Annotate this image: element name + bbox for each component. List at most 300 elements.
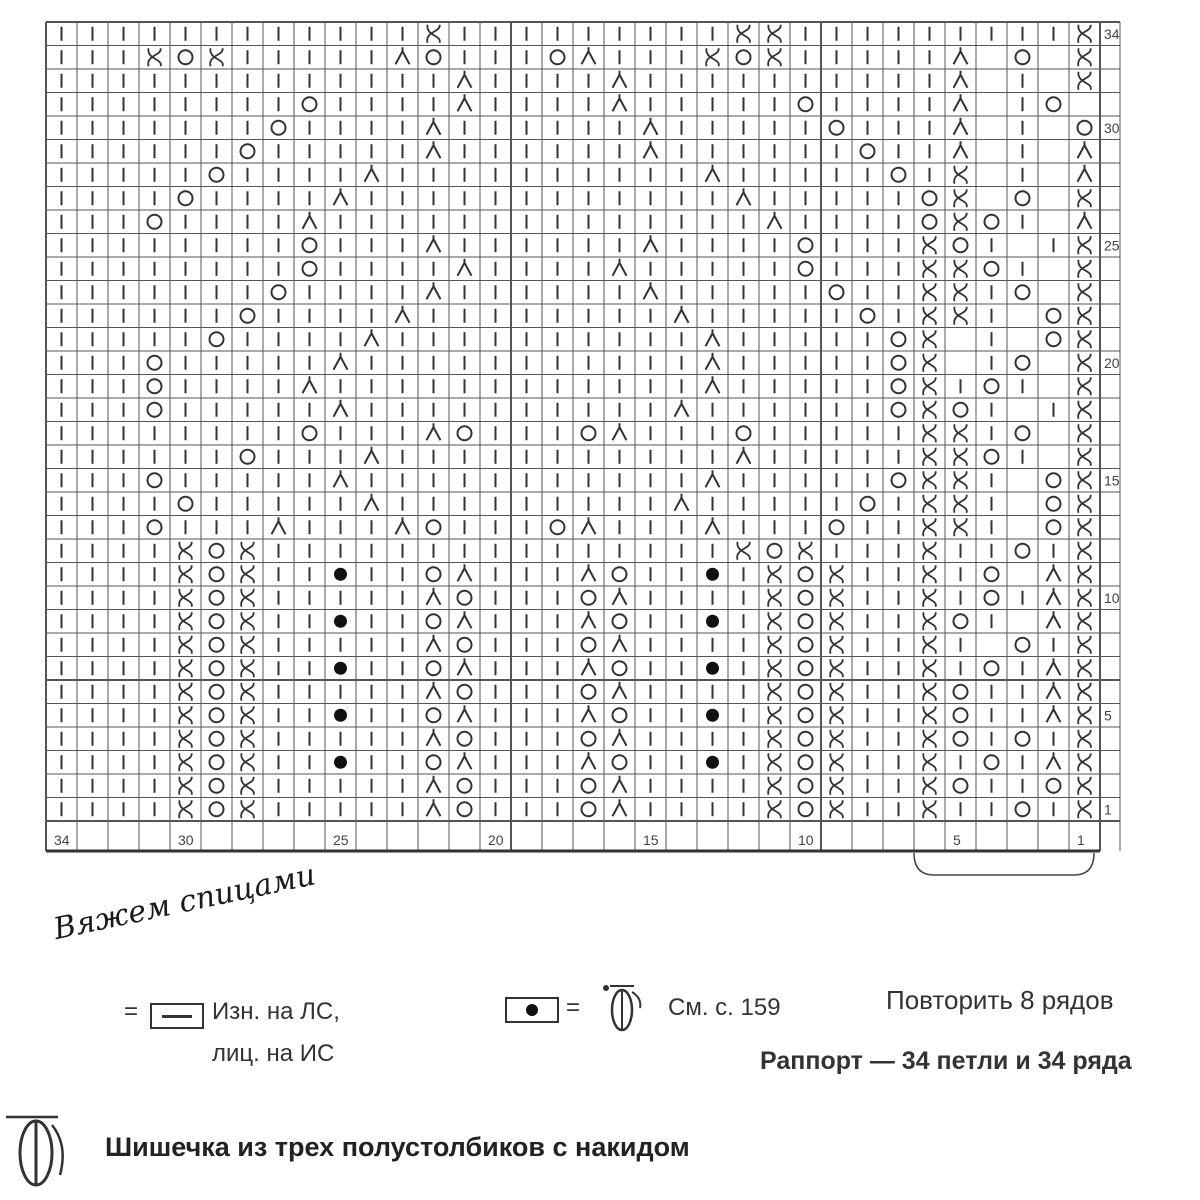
twisted-stitch-mark: [923, 424, 936, 442]
twisted-stitch-mark: [179, 730, 192, 748]
yarn-over-mark: [892, 473, 906, 487]
yarn-over-mark: [427, 755, 441, 769]
yarn-over-mark: [799, 638, 813, 652]
decrease-mark: [1078, 212, 1092, 229]
decrease-mark: [582, 517, 596, 534]
decrease-mark: [737, 447, 751, 464]
twisted-stitch-mark: [923, 659, 936, 677]
legend-equals-2: =: [566, 994, 581, 1021]
yarn-over-mark: [241, 450, 255, 464]
decrease-mark: [582, 752, 596, 769]
twisted-stitch-mark: [706, 48, 719, 66]
twisted-stitch-mark: [241, 706, 254, 724]
twisted-stitch-mark: [799, 542, 812, 560]
bobble-mark: [334, 662, 347, 675]
yarn-over-mark: [427, 661, 441, 675]
twisted-stitch-mark: [923, 330, 936, 348]
column-number-label: 25: [333, 832, 349, 848]
yarn-over-mark: [210, 168, 224, 182]
bobble-heading: Шишечка из трех полустолбиков с накидом: [105, 1132, 690, 1162]
twisted-stitch-mark: [768, 800, 781, 818]
twisted-stitch-mark: [179, 636, 192, 654]
rapport-note: Раппорт — 34 петли и 34 ряда: [760, 1047, 1132, 1075]
decrease-mark: [334, 470, 348, 487]
yarn-over-mark: [1078, 121, 1092, 135]
yarn-over-mark: [1047, 497, 1061, 511]
decrease-mark: [427, 118, 441, 135]
purl-label-line2: лиц. на ИС: [212, 1040, 335, 1067]
yarn-over-mark: [272, 285, 286, 299]
yarn-over-mark: [148, 215, 162, 229]
twisted-stitch-mark: [954, 307, 967, 325]
decrease-mark: [427, 682, 441, 699]
decrease-mark: [427, 235, 441, 252]
yarn-over-mark: [210, 591, 224, 605]
decrease-mark: [1047, 588, 1061, 605]
twisted-stitch-mark: [768, 730, 781, 748]
decrease-mark: [706, 470, 720, 487]
decrease-mark: [613, 423, 627, 440]
yarn-over-mark: [1016, 802, 1030, 816]
row-number-label: 34: [1104, 25, 1120, 42]
twisted-stitch-mark: [1078, 659, 1091, 677]
decrease-mark: [458, 94, 472, 111]
yarn-over-mark: [303, 426, 317, 440]
yarn-over-mark: [210, 685, 224, 699]
bobble-reference: См. с. 159: [668, 994, 781, 1021]
twisted-stitch-mark: [1078, 377, 1091, 395]
legend-equals-1: =: [124, 998, 139, 1025]
row-number-label: 5: [1104, 707, 1112, 724]
yarn-over-mark: [1016, 638, 1030, 652]
bobble-large-icon: [0, 1105, 80, 1200]
yarn-over-mark: [210, 661, 224, 675]
decrease-mark: [582, 705, 596, 722]
yarn-over-mark: [799, 755, 813, 769]
yarn-over-mark: [799, 685, 813, 699]
twisted-stitch-mark: [1078, 354, 1091, 372]
twisted-stitch-mark: [1078, 471, 1091, 489]
twisted-stitch-mark: [1078, 753, 1091, 771]
twisted-stitch-mark: [179, 706, 192, 724]
yarn-over-mark: [582, 591, 596, 605]
decrease-mark: [396, 47, 410, 64]
twisted-stitch-mark: [1078, 636, 1091, 654]
yarn-over-mark: [613, 661, 627, 675]
decrease-mark: [1047, 564, 1061, 581]
decrease-mark: [458, 658, 472, 675]
twisted-stitch-mark: [1078, 542, 1091, 560]
decrease-mark: [458, 752, 472, 769]
twisted-stitch-mark: [768, 777, 781, 795]
yarn-over-mark: [613, 755, 627, 769]
decrease-mark: [613, 682, 627, 699]
yarn-over-mark: [985, 591, 999, 605]
column-number-label: 34: [54, 832, 70, 848]
yarn-over-mark: [582, 426, 596, 440]
yarn-over-mark: [148, 520, 162, 534]
twisted-stitch-mark: [923, 283, 936, 301]
decrease-mark: [365, 447, 379, 464]
decrease-mark: [613, 799, 627, 816]
twisted-stitch-mark: [1078, 72, 1091, 90]
twisted-stitch-mark: [923, 636, 936, 654]
column-number-label: 15: [643, 832, 659, 848]
yarn-over-mark: [954, 732, 968, 746]
twisted-stitch-mark: [768, 636, 781, 654]
twisted-stitch-mark: [830, 636, 843, 654]
yarn-over-mark: [1047, 520, 1061, 534]
yarn-over-mark: [985, 755, 999, 769]
decrease-mark: [334, 400, 348, 417]
decrease-mark: [582, 658, 596, 675]
decrease-mark: [613, 259, 627, 276]
yarn-over-mark: [210, 779, 224, 793]
yarn-over-mark: [613, 708, 627, 722]
yarn-over-mark: [1016, 426, 1030, 440]
yarn-over-mark: [737, 50, 751, 64]
twisted-stitch-mark: [954, 424, 967, 442]
row-number-label: 25: [1104, 237, 1120, 254]
twisted-stitch-mark: [768, 589, 781, 607]
row-number-label: 20: [1104, 354, 1120, 371]
yarn-over-mark: [210, 332, 224, 346]
decrease-mark: [582, 611, 596, 628]
yarn-over-mark: [303, 238, 317, 252]
bobble-symbol-box: [505, 997, 559, 1023]
decrease-mark: [427, 588, 441, 605]
twisted-stitch-mark: [1078, 25, 1091, 43]
twisted-stitch-mark: [179, 777, 192, 795]
yarn-over-mark: [613, 614, 627, 628]
bobble-mark: [334, 568, 347, 581]
twisted-stitch-mark: [954, 495, 967, 513]
decrease-mark: [1047, 611, 1061, 628]
decrease-mark: [954, 141, 968, 158]
decrease-mark: [706, 376, 720, 393]
yarn-over-mark: [799, 708, 813, 722]
twisted-stitch-mark: [427, 25, 440, 43]
twisted-stitch-mark: [830, 753, 843, 771]
yarn-over-mark: [210, 638, 224, 652]
decrease-mark: [613, 94, 627, 111]
decrease-mark: [458, 564, 472, 581]
yarn-over-mark: [148, 473, 162, 487]
twisted-stitch-mark: [923, 753, 936, 771]
yarn-over-mark: [582, 685, 596, 699]
decrease-mark: [365, 329, 379, 346]
decrease-mark: [613, 729, 627, 746]
yarn-over-mark: [303, 262, 317, 276]
yarn-over-mark: [799, 262, 813, 276]
yarn-over-mark: [861, 497, 875, 511]
twisted-stitch-mark: [923, 401, 936, 419]
yarn-over-mark: [954, 614, 968, 628]
twisted-stitch-mark: [768, 683, 781, 701]
decrease-mark: [458, 705, 472, 722]
yarn-over-mark: [861, 309, 875, 323]
yarn-over-mark: [148, 356, 162, 370]
twisted-stitch-mark: [768, 25, 781, 43]
decrease-mark: [613, 71, 627, 88]
yarn-over-mark: [148, 379, 162, 393]
yarn-over-mark: [1016, 544, 1030, 558]
twisted-stitch-mark: [830, 683, 843, 701]
yarn-over-mark: [1016, 191, 1030, 205]
yarn-over-mark: [1047, 309, 1061, 323]
decrease-mark: [644, 282, 658, 299]
twisted-stitch-mark: [1078, 424, 1091, 442]
yarn-over-mark: [954, 238, 968, 252]
yarn-over-mark: [458, 426, 472, 440]
twisted-stitch-mark: [923, 730, 936, 748]
decrease-mark: [427, 799, 441, 816]
twisted-stitch-mark: [241, 800, 254, 818]
column-number-label: 5: [953, 832, 961, 848]
repeat-note: Повторить 8 рядов: [886, 985, 1114, 1015]
twisted-stitch-mark: [768, 706, 781, 724]
twisted-stitch-mark: [830, 730, 843, 748]
yarn-over-mark: [1047, 779, 1061, 793]
twisted-stitch-mark: [1078, 612, 1091, 630]
yarn-over-mark: [985, 215, 999, 229]
twisted-stitch-mark: [768, 659, 781, 677]
twisted-stitch-mark: [241, 659, 254, 677]
twisted-stitch-mark: [923, 518, 936, 536]
yarn-over-mark: [737, 426, 751, 440]
yarn-over-mark: [1016, 285, 1030, 299]
twisted-stitch-mark: [923, 260, 936, 278]
decrease-mark: [954, 118, 968, 135]
yarn-over-mark: [1047, 473, 1061, 487]
decrease-mark: [613, 588, 627, 605]
twisted-stitch-mark: [179, 800, 192, 818]
twisted-stitch-mark: [830, 589, 843, 607]
twisted-stitch-mark: [954, 283, 967, 301]
twisted-stitch-mark: [830, 612, 843, 630]
twisted-stitch-mark: [923, 377, 936, 395]
decrease-mark: [427, 282, 441, 299]
yarn-over-mark: [210, 755, 224, 769]
twisted-stitch-mark: [768, 565, 781, 583]
decrease-mark: [458, 259, 472, 276]
decrease-mark: [737, 188, 751, 205]
decrease-mark: [1047, 752, 1061, 769]
yarn-over-mark: [1016, 356, 1030, 370]
yarn-over-mark: [799, 732, 813, 746]
twisted-stitch-mark: [179, 589, 192, 607]
row-number-label: 15: [1104, 472, 1120, 489]
yarn-over-mark: [303, 97, 317, 111]
twisted-stitch-mark: [1078, 48, 1091, 66]
twisted-stitch-mark: [241, 753, 254, 771]
yarn-over-mark: [954, 403, 968, 417]
row-number-label: 1: [1104, 801, 1112, 818]
yarn-over-mark: [210, 802, 224, 816]
decrease-mark: [582, 47, 596, 64]
decrease-mark: [458, 71, 472, 88]
yarn-over-mark: [427, 614, 441, 628]
twisted-stitch-mark: [1078, 307, 1091, 325]
decrease-mark: [365, 494, 379, 511]
twisted-stitch-mark: [241, 565, 254, 583]
yarn-over-mark: [799, 238, 813, 252]
yarn-over-mark: [892, 332, 906, 346]
yarn-over-mark: [830, 285, 844, 299]
decrease-mark: [644, 118, 658, 135]
yarn-over-mark: [768, 544, 782, 558]
repeat-bracket: [914, 853, 1094, 875]
decrease-mark: [1078, 165, 1092, 182]
twisted-stitch-mark: [923, 471, 936, 489]
yarn-over-mark: [241, 144, 255, 158]
decrease-mark: [954, 94, 968, 111]
twisted-stitch-mark: [179, 753, 192, 771]
yarn-over-mark: [458, 591, 472, 605]
bobble-mark: [334, 709, 347, 722]
decrease-mark: [272, 517, 286, 534]
decrease-mark: [675, 306, 689, 323]
yarn-over-mark: [985, 661, 999, 675]
yarn-over-mark: [830, 121, 844, 135]
twisted-stitch-mark: [923, 683, 936, 701]
bobble-mark: [334, 756, 347, 769]
yarn-over-mark: [799, 567, 813, 581]
twisted-stitch-mark: [768, 753, 781, 771]
twisted-stitch-mark: [1078, 401, 1091, 419]
column-number-label: 30: [178, 832, 194, 848]
yarn-over-mark: [892, 379, 906, 393]
twisted-stitch-mark: [923, 589, 936, 607]
twisted-stitch-mark: [954, 471, 967, 489]
yarn-over-mark: [210, 567, 224, 581]
bobble-mark: [334, 615, 347, 628]
decrease-mark: [613, 776, 627, 793]
bobble-dot-icon: [526, 1004, 538, 1016]
twisted-stitch-mark: [830, 800, 843, 818]
twisted-stitch-mark: [923, 495, 936, 513]
yarn-over-mark: [613, 567, 627, 581]
yarn-over-mark: [985, 379, 999, 393]
decrease-mark: [644, 235, 658, 252]
twisted-stitch-mark: [830, 565, 843, 583]
yarn-over-mark: [582, 638, 596, 652]
decrease-mark: [427, 776, 441, 793]
yarn-over-mark: [985, 450, 999, 464]
twisted-stitch-mark: [241, 683, 254, 701]
row-number-label: 10: [1104, 589, 1120, 606]
yarn-over-mark: [458, 685, 472, 699]
decrease-mark: [1078, 141, 1092, 158]
twisted-stitch-mark: [1078, 589, 1091, 607]
twisted-stitch-mark: [179, 659, 192, 677]
yarn-over-mark: [799, 661, 813, 675]
yarn-over-mark: [1016, 732, 1030, 746]
yarn-over-mark: [179, 191, 193, 205]
watermark-text: Вяжем спицами: [50, 857, 319, 948]
yarn-over-mark: [210, 708, 224, 722]
decrease-mark: [427, 729, 441, 746]
yarn-over-mark: [210, 732, 224, 746]
twisted-stitch-mark: [768, 612, 781, 630]
decrease-mark: [954, 71, 968, 88]
yarn-over-mark: [458, 779, 472, 793]
yarn-over-mark: [179, 50, 193, 64]
bobble-mark: [706, 709, 719, 722]
decrease-mark: [706, 517, 720, 534]
column-number-label: 20: [488, 832, 504, 848]
twisted-stitch-mark: [1078, 330, 1091, 348]
twisted-stitch-mark: [923, 565, 936, 583]
decrease-mark: [458, 611, 472, 628]
decrease-mark: [706, 165, 720, 182]
yarn-over-mark: [427, 50, 441, 64]
yarn-over-mark: [892, 403, 906, 417]
yarn-over-mark: [272, 121, 286, 135]
twisted-stitch-mark: [923, 612, 936, 630]
yarn-over-mark: [179, 497, 193, 511]
yarn-over-mark: [551, 520, 565, 534]
twisted-stitch-mark: [1078, 683, 1091, 701]
yarn-over-mark: [954, 779, 968, 793]
decrease-mark: [1047, 682, 1061, 699]
decrease-mark: [303, 376, 317, 393]
twisted-stitch-mark: [1078, 706, 1091, 724]
twisted-stitch-mark: [923, 354, 936, 372]
yarn-over-mark: [923, 215, 937, 229]
yarn-over-mark: [985, 567, 999, 581]
yarn-over-mark: [799, 614, 813, 628]
decrease-mark: [954, 47, 968, 64]
decrease-mark: [675, 400, 689, 417]
decrease-mark: [706, 353, 720, 370]
decrease-mark: [1047, 658, 1061, 675]
twisted-stitch-mark: [954, 166, 967, 184]
decrease-mark: [768, 212, 782, 229]
twisted-stitch-mark: [241, 589, 254, 607]
decrease-mark: [582, 564, 596, 581]
yarn-over-mark: [427, 708, 441, 722]
yarn-over-mark: [210, 544, 224, 558]
purl-dash-icon: [162, 1015, 192, 1018]
twisted-stitch-mark: [923, 307, 936, 325]
twisted-stitch-mark: [954, 213, 967, 231]
twisted-stitch-mark: [830, 706, 843, 724]
bobble-mark: [706, 756, 719, 769]
twisted-stitch-mark: [1078, 189, 1091, 207]
yarn-over-mark: [799, 97, 813, 111]
yarn-over-mark: [148, 403, 162, 417]
decrease-mark: [706, 329, 720, 346]
twisted-stitch-mark: [148, 48, 161, 66]
twisted-stitch-mark: [210, 48, 223, 66]
decrease-mark: [365, 165, 379, 182]
twisted-stitch-mark: [241, 612, 254, 630]
twisted-stitch-mark: [179, 542, 192, 560]
twisted-stitch-mark: [830, 777, 843, 795]
bobble-mark: [706, 568, 719, 581]
purl-symbol-box: [150, 1003, 204, 1029]
yarn-over-mark: [799, 802, 813, 816]
yarn-over-mark: [985, 262, 999, 276]
twisted-stitch-mark: [1078, 800, 1091, 818]
yarn-over-mark: [458, 802, 472, 816]
twisted-stitch-mark: [1078, 730, 1091, 748]
twisted-stitch-mark: [241, 777, 254, 795]
yarn-over-mark: [427, 567, 441, 581]
yarn-over-mark: [458, 732, 472, 746]
decrease-mark: [1047, 705, 1061, 722]
